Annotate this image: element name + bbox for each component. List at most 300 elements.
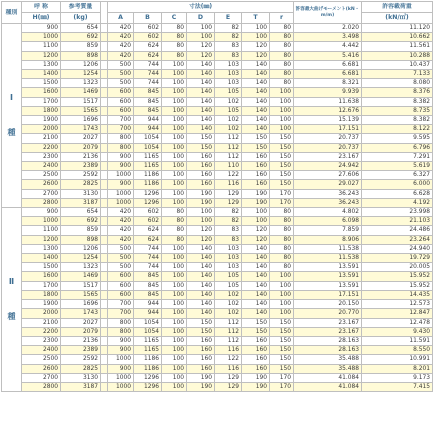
- weight-cell: 859: [61, 42, 101, 51]
- load-cell: 8.382: [362, 116, 433, 125]
- dim-d-cell: 190: [187, 382, 215, 391]
- moment-cell: 11.538: [294, 244, 362, 253]
- load-cell: 23.998: [362, 208, 433, 217]
- dim-b-cell: 744: [134, 70, 162, 79]
- dim-b-cell: 1054: [134, 143, 162, 152]
- dim-r-cell: 100: [270, 97, 294, 106]
- dim-e-cell: 112: [215, 327, 242, 336]
- weight-cell: 1743: [61, 125, 101, 134]
- dim-d-cell: 190: [187, 373, 215, 382]
- dim-e-cell: 103: [215, 263, 242, 272]
- dim-r-cell: 80: [270, 263, 294, 272]
- weight-cell: 2136: [61, 152, 101, 161]
- dim-e-cell: 112: [215, 152, 242, 161]
- header-dim-r: r: [270, 13, 294, 24]
- spacer-cell: [101, 346, 108, 355]
- nominal-cell: 2200: [22, 327, 61, 336]
- dim-e-cell: 103: [215, 60, 242, 69]
- dim-r-cell: 100: [270, 290, 294, 299]
- load-cell: 12.478: [362, 318, 433, 327]
- load-cell: 6.327: [362, 171, 433, 180]
- group-roman: Ⅰ: [10, 93, 13, 103]
- load-cell: 10.288: [362, 51, 433, 60]
- dim-d-cell: 120: [187, 235, 215, 244]
- table-row: [2, 263, 433, 272]
- weight-cell: 1696: [61, 116, 101, 125]
- load-cell: 8.382: [362, 97, 433, 106]
- dim-d-cell: 160: [187, 336, 215, 345]
- dim-a-cell: 500: [108, 263, 134, 272]
- dim-a-cell: 1000: [108, 171, 134, 180]
- dim-b-cell: 1186: [134, 364, 162, 373]
- nominal-cell: 2500: [22, 171, 61, 180]
- nominal-cell: 2000: [22, 309, 61, 318]
- spacer-cell: [101, 382, 108, 391]
- spacer-cell: [101, 373, 108, 382]
- nominal-cell: 1300: [22, 60, 61, 69]
- dim-e-cell: 112: [215, 134, 242, 143]
- header-weight: 参考質量: [61, 2, 101, 13]
- dim-d-cell: 160: [187, 152, 215, 161]
- dim-a-cell: 500: [108, 79, 134, 88]
- dim-r-cell: 80: [270, 244, 294, 253]
- load-cell: 24.486: [362, 226, 433, 235]
- dim-d-cell: 140: [187, 106, 215, 115]
- dim-a-cell: 600: [108, 106, 134, 115]
- moment-cell: 8.906: [294, 235, 362, 244]
- table-row: [2, 171, 433, 180]
- dim-b-cell: 744: [134, 60, 162, 69]
- header-dim-d: D: [187, 13, 215, 24]
- dim-b-cell: 1296: [134, 373, 162, 382]
- moment-cell: 36.243: [294, 189, 362, 198]
- dim-t-cell: 140: [242, 125, 270, 134]
- dim-d-cell: 190: [187, 198, 215, 207]
- moment-cell: 17.151: [294, 290, 362, 299]
- dim-r-cell: 100: [270, 125, 294, 134]
- table-row: [2, 208, 433, 217]
- table-row: [2, 281, 433, 290]
- dim-t-cell: 160: [242, 152, 270, 161]
- dim-r-cell: 100: [270, 116, 294, 125]
- dim-e-cell: 83: [215, 51, 242, 60]
- header-dim-a: A: [108, 13, 134, 24]
- nominal-cell: 1100: [22, 42, 61, 51]
- dim-e-cell: 102: [215, 125, 242, 134]
- nominal-cell: 1100: [22, 226, 61, 235]
- header-load-unit: (kN/㎡): [362, 13, 433, 24]
- weight-cell: 3187: [61, 382, 101, 391]
- table-row: [2, 290, 433, 299]
- dim-c-cell: 100: [162, 143, 187, 152]
- dim-b-cell: 944: [134, 116, 162, 125]
- load-cell: 9.430: [362, 327, 433, 336]
- dim-c-cell: 100: [162, 382, 187, 391]
- dim-t-cell: 120: [242, 51, 270, 60]
- moment-cell: 8.321: [294, 79, 362, 88]
- dim-d-cell: 100: [187, 208, 215, 217]
- load-cell: 7.291: [362, 152, 433, 161]
- dim-b-cell: 845: [134, 281, 162, 290]
- weight-cell: 3130: [61, 373, 101, 382]
- dim-c-cell: 100: [162, 60, 187, 69]
- dim-r-cell: 150: [270, 336, 294, 345]
- weight-cell: 2825: [61, 364, 101, 373]
- dim-d-cell: 140: [187, 125, 215, 134]
- dim-d-cell: 160: [187, 171, 215, 180]
- table-header: [2, 2, 433, 24]
- weight-cell: 654: [61, 208, 101, 217]
- dim-a-cell: 700: [108, 300, 134, 309]
- dim-t-cell: 140: [242, 116, 270, 125]
- spacer-cell: [101, 272, 108, 281]
- weight-cell: 1743: [61, 309, 101, 318]
- weight-cell: 3187: [61, 198, 101, 207]
- nominal-cell: 2000: [22, 125, 61, 134]
- dim-b-cell: 602: [134, 208, 162, 217]
- moment-cell: 20.150: [294, 300, 362, 309]
- dim-d-cell: 160: [187, 180, 215, 189]
- dim-a-cell: 900: [108, 180, 134, 189]
- load-cell: 9.173: [362, 373, 433, 382]
- dim-b-cell: 1296: [134, 189, 162, 198]
- load-cell: 10.437: [362, 60, 433, 69]
- dim-t-cell: 100: [242, 24, 270, 33]
- dim-e-cell: 82: [215, 33, 242, 42]
- dim-b-cell: 602: [134, 24, 162, 33]
- dim-c-cell: 100: [162, 125, 187, 134]
- dim-t-cell: 160: [242, 364, 270, 373]
- dim-e-cell: 105: [215, 272, 242, 281]
- weight-cell: 2079: [61, 327, 101, 336]
- dim-b-cell: 624: [134, 226, 162, 235]
- dim-e-cell: 102: [215, 290, 242, 299]
- load-cell: 7.133: [362, 70, 433, 79]
- dim-a-cell: 420: [108, 33, 134, 42]
- dim-a-cell: 500: [108, 254, 134, 263]
- moment-cell: 3.498: [294, 33, 362, 42]
- nominal-cell: 1200: [22, 235, 61, 244]
- weight-cell: 1254: [61, 254, 101, 263]
- dim-e-cell: 129: [215, 373, 242, 382]
- dim-e-cell: 103: [215, 254, 242, 263]
- group-kanji: 種: [7, 127, 16, 137]
- dim-t-cell: 140: [242, 254, 270, 263]
- dim-a-cell: 900: [108, 336, 134, 345]
- nominal-cell: 2300: [22, 152, 61, 161]
- nominal-cell: 1600: [22, 272, 61, 281]
- dim-b-cell: 624: [134, 235, 162, 244]
- dim-t-cell: 120: [242, 235, 270, 244]
- nominal-cell: 1700: [22, 281, 61, 290]
- spacer-cell: [101, 152, 108, 161]
- load-cell: 7.415: [362, 382, 433, 391]
- moment-cell: 11.638: [294, 97, 362, 106]
- nominal-cell: 1800: [22, 106, 61, 115]
- moment-cell: 41.084: [294, 373, 362, 382]
- table-row: [2, 42, 433, 51]
- weight-cell: 1469: [61, 88, 101, 97]
- dim-e-cell: 129: [215, 198, 242, 207]
- dim-e-cell: 102: [215, 97, 242, 106]
- weight-cell: 2079: [61, 143, 101, 152]
- dim-r-cell: 100: [270, 309, 294, 318]
- dim-c-cell: 100: [162, 327, 187, 336]
- nominal-cell: 900: [22, 24, 61, 33]
- dim-d-cell: 160: [187, 355, 215, 364]
- dim-a-cell: 420: [108, 217, 134, 226]
- load-cell: 19.729: [362, 254, 433, 263]
- header-spacer: [101, 2, 108, 24]
- dim-e-cell: 102: [215, 116, 242, 125]
- nominal-cell: 2800: [22, 382, 61, 391]
- moment-cell: 2.020: [294, 24, 362, 33]
- table-row: [2, 373, 433, 382]
- spacer-cell: [101, 134, 108, 143]
- spacer-cell: [101, 189, 108, 198]
- nominal-cell: 1400: [22, 70, 61, 79]
- table-row: [2, 116, 433, 125]
- dim-r-cell: 150: [270, 346, 294, 355]
- dim-b-cell: 1165: [134, 346, 162, 355]
- dim-e-cell: 116: [215, 346, 242, 355]
- moment-cell: 17.151: [294, 125, 362, 134]
- weight-cell: 1565: [61, 106, 101, 115]
- table-row: [2, 244, 433, 253]
- moment-cell: 41.084: [294, 382, 362, 391]
- dim-r-cell: 80: [270, 51, 294, 60]
- dim-b-cell: 1186: [134, 355, 162, 364]
- weight-cell: 1206: [61, 244, 101, 253]
- dim-c-cell: 100: [162, 88, 187, 97]
- dim-t-cell: 160: [242, 171, 270, 180]
- dim-c-cell: 100: [162, 263, 187, 272]
- moment-cell: 28.163: [294, 336, 362, 345]
- dim-r-cell: 170: [270, 382, 294, 391]
- dim-t-cell: 160: [242, 336, 270, 345]
- load-cell: 21.103: [362, 217, 433, 226]
- nominal-cell: 2200: [22, 143, 61, 152]
- spacer-cell: [101, 42, 108, 51]
- weight-cell: 1517: [61, 281, 101, 290]
- moment-cell: 27.606: [294, 171, 362, 180]
- table-row: [2, 364, 433, 373]
- dim-c-cell: 100: [162, 134, 187, 143]
- moment-cell: 15.139: [294, 116, 362, 125]
- dim-a-cell: 800: [108, 134, 134, 143]
- moment-cell: 23.167: [294, 327, 362, 336]
- dim-d-cell: 140: [187, 88, 215, 97]
- dim-b-cell: 1296: [134, 382, 162, 391]
- dim-e-cell: 82: [215, 24, 242, 33]
- table-row: [2, 355, 433, 364]
- dim-t-cell: 140: [242, 263, 270, 272]
- dim-r-cell: 100: [270, 272, 294, 281]
- table-row: [2, 198, 433, 207]
- dim-t-cell: 190: [242, 189, 270, 198]
- dim-d-cell: 140: [187, 263, 215, 272]
- nominal-cell: 2800: [22, 198, 61, 207]
- load-cell: 23.264: [362, 235, 433, 244]
- header-load: 許容載荷重: [362, 2, 433, 13]
- spacer-cell: [101, 208, 108, 217]
- dim-c-cell: 100: [162, 79, 187, 88]
- dim-t-cell: 140: [242, 290, 270, 299]
- moment-cell: 35.488: [294, 364, 362, 373]
- nominal-cell: 2100: [22, 134, 61, 143]
- dim-e-cell: 129: [215, 189, 242, 198]
- spacer-cell: [101, 79, 108, 88]
- dim-b-cell: 944: [134, 300, 162, 309]
- header-dim-e: E: [215, 13, 242, 24]
- spacer-cell: [101, 281, 108, 290]
- dim-d-cell: 140: [187, 244, 215, 253]
- table-row: [2, 152, 433, 161]
- dim-d-cell: 140: [187, 272, 215, 281]
- moment-cell: 13.591: [294, 281, 362, 290]
- header-dim-t: T: [242, 13, 270, 24]
- dim-b-cell: 744: [134, 244, 162, 253]
- dim-c-cell: 100: [162, 97, 187, 106]
- dim-b-cell: 845: [134, 272, 162, 281]
- nominal-cell: 2100: [22, 318, 61, 327]
- dim-a-cell: 700: [108, 125, 134, 134]
- spacer-cell: [101, 180, 108, 189]
- dim-d-cell: 150: [187, 134, 215, 143]
- dim-e-cell: 112: [215, 336, 242, 345]
- table-row: [2, 180, 433, 189]
- load-cell: 8.376: [362, 88, 433, 97]
- spacer-cell: [101, 300, 108, 309]
- load-cell: 6.628: [362, 189, 433, 198]
- group-label: [2, 24, 22, 208]
- nominal-cell: 1600: [22, 88, 61, 97]
- dim-c-cell: 100: [162, 180, 187, 189]
- header-moment: 許容最大曲げモーメント(kN・m/m): [294, 2, 362, 24]
- dim-t-cell: 150: [242, 327, 270, 336]
- table-row: [2, 79, 433, 88]
- header-nominal: 呼 称: [22, 2, 61, 13]
- dim-d-cell: 160: [187, 162, 215, 171]
- dim-b-cell: 845: [134, 290, 162, 299]
- dim-a-cell: 1000: [108, 382, 134, 391]
- table-row: [2, 88, 433, 97]
- spacer-cell: [101, 244, 108, 253]
- table-row: [2, 162, 433, 171]
- dim-r-cell: 80: [270, 70, 294, 79]
- dim-c-cell: 100: [162, 198, 187, 207]
- dim-a-cell: 800: [108, 143, 134, 152]
- weight-cell: 2592: [61, 355, 101, 364]
- load-cell: 8.122: [362, 125, 433, 134]
- header-type: 種別: [2, 2, 22, 24]
- nominal-cell: 2600: [22, 364, 61, 373]
- dim-d-cell: 140: [187, 281, 215, 290]
- table-row: [2, 134, 433, 143]
- spacer-cell: [101, 327, 108, 336]
- spacer-cell: [101, 143, 108, 152]
- spacer-cell: [101, 33, 108, 42]
- weight-cell: 1469: [61, 272, 101, 281]
- dim-b-cell: 1054: [134, 327, 162, 336]
- weight-cell: 2592: [61, 171, 101, 180]
- dim-b-cell: 1186: [134, 171, 162, 180]
- dim-r-cell: 80: [270, 254, 294, 263]
- dim-a-cell: 600: [108, 272, 134, 281]
- dim-r-cell: 150: [270, 355, 294, 364]
- dim-r-cell: 150: [270, 318, 294, 327]
- table-body: [2, 24, 433, 392]
- moment-cell: 36.243: [294, 198, 362, 207]
- dim-b-cell: 744: [134, 254, 162, 263]
- weight-cell: 1323: [61, 79, 101, 88]
- weight-cell: 654: [61, 24, 101, 33]
- dim-e-cell: 116: [215, 364, 242, 373]
- load-cell: 11.561: [362, 42, 433, 51]
- dim-r-cell: 150: [270, 171, 294, 180]
- dim-e-cell: 105: [215, 281, 242, 290]
- dim-r-cell: 100: [270, 281, 294, 290]
- dim-a-cell: 900: [108, 364, 134, 373]
- weight-cell: 859: [61, 226, 101, 235]
- dim-t-cell: 140: [242, 300, 270, 309]
- dim-t-cell: 140: [242, 272, 270, 281]
- table-row: [2, 382, 433, 391]
- dim-a-cell: 900: [108, 152, 134, 161]
- moment-cell: 7.859: [294, 226, 362, 235]
- dim-r-cell: 170: [270, 373, 294, 382]
- nominal-cell: 1300: [22, 244, 61, 253]
- load-cell: 24.940: [362, 244, 433, 253]
- moment-cell: 6.681: [294, 70, 362, 79]
- weight-cell: 1254: [61, 70, 101, 79]
- table-row: [2, 51, 433, 60]
- load-cell: 6.796: [362, 143, 433, 152]
- spacer-cell: [101, 364, 108, 373]
- dim-c-cell: 100: [162, 189, 187, 198]
- dim-d-cell: 140: [187, 254, 215, 263]
- dim-t-cell: 140: [242, 244, 270, 253]
- dim-d-cell: 100: [187, 33, 215, 42]
- dim-e-cell: 116: [215, 180, 242, 189]
- dim-c-cell: 100: [162, 290, 187, 299]
- load-cell: 10.662: [362, 33, 433, 42]
- dim-a-cell: 700: [108, 309, 134, 318]
- dim-e-cell: 83: [215, 235, 242, 244]
- dim-e-cell: 102: [215, 300, 242, 309]
- dim-c-cell: 100: [162, 70, 187, 79]
- nominal-cell: 1700: [22, 97, 61, 106]
- dim-a-cell: 1000: [108, 355, 134, 364]
- dim-c-cell: 80: [162, 33, 187, 42]
- dim-b-cell: 602: [134, 33, 162, 42]
- load-cell: 5.619: [362, 162, 433, 171]
- dim-r-cell: 100: [270, 106, 294, 115]
- spacer-cell: [101, 106, 108, 115]
- dim-c-cell: 100: [162, 364, 187, 373]
- dim-c-cell: 100: [162, 106, 187, 115]
- dim-a-cell: 800: [108, 327, 134, 336]
- dim-d-cell: 150: [187, 143, 215, 152]
- dim-a-cell: 900: [108, 346, 134, 355]
- dim-e-cell: 110: [215, 162, 242, 171]
- moment-cell: 4.802: [294, 208, 362, 217]
- dim-t-cell: 140: [242, 88, 270, 97]
- load-cell: 8.201: [362, 364, 433, 373]
- dim-t-cell: 100: [242, 217, 270, 226]
- weight-cell: 2389: [61, 162, 101, 171]
- dim-d-cell: 150: [187, 318, 215, 327]
